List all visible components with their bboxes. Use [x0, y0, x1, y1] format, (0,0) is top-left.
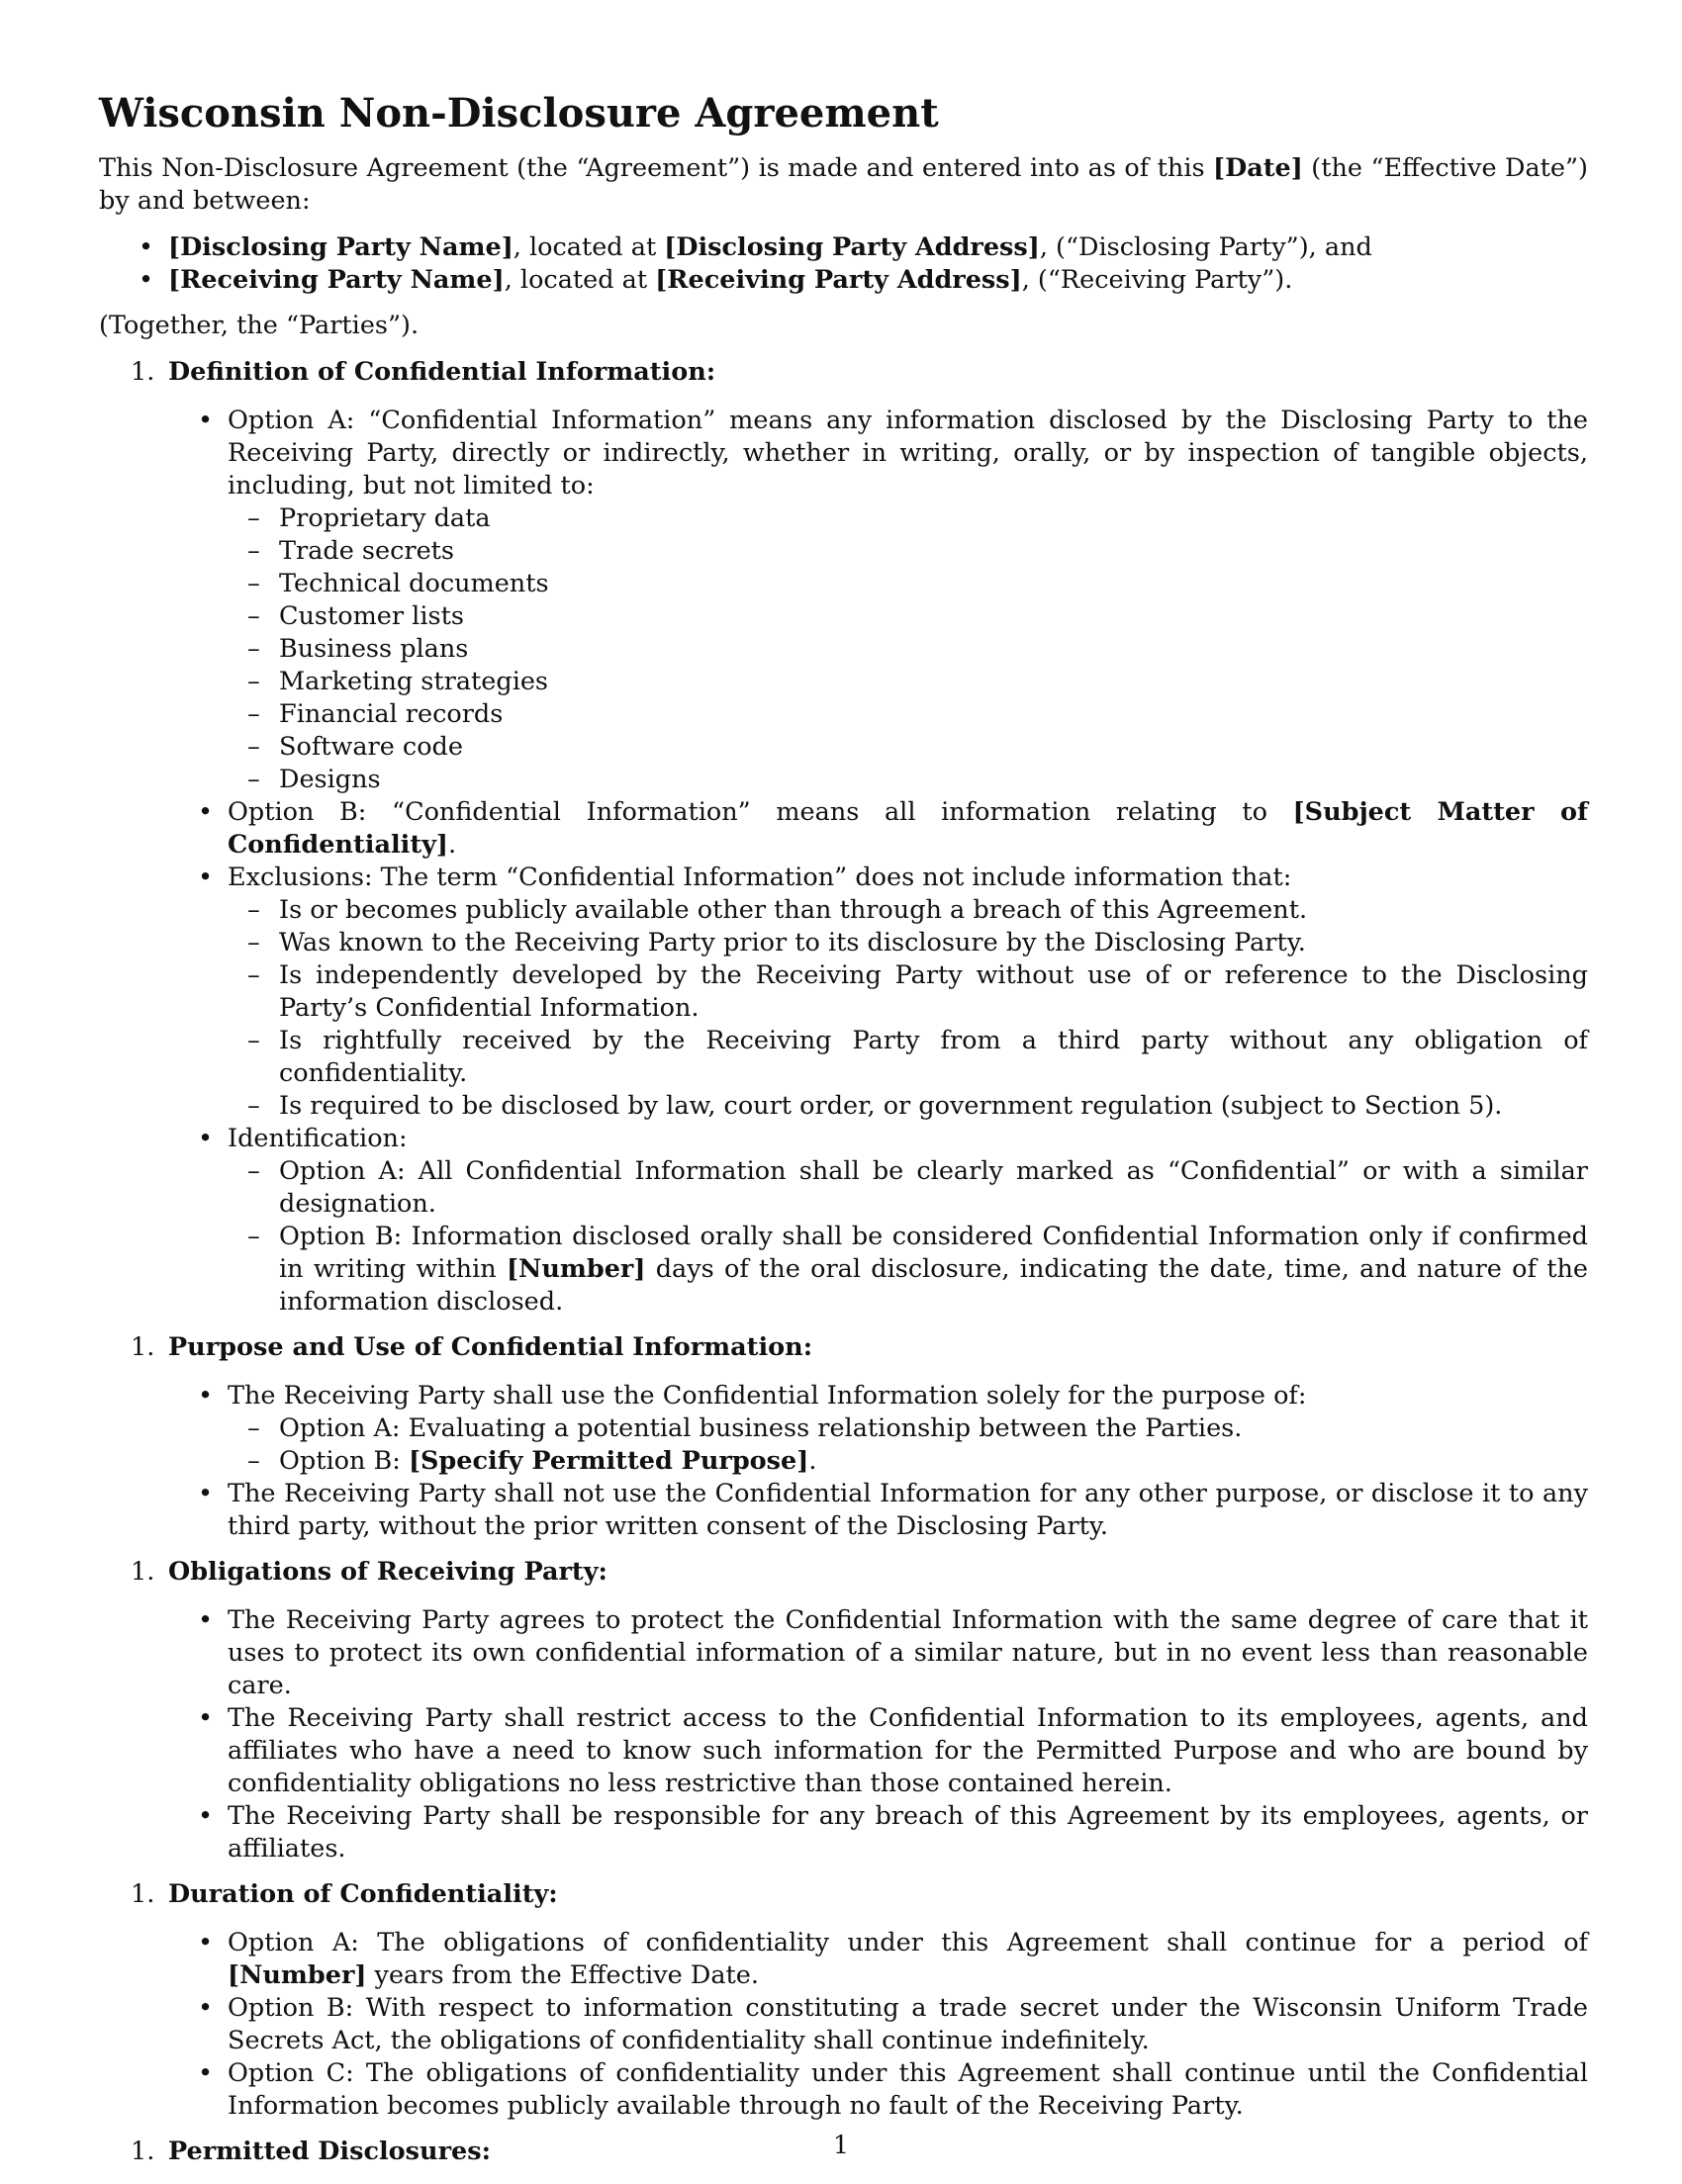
party-item-disclosing: • [Disclosing Party Name], located at [Disclosing Party Address], (“Disclosing Party”), and: [99, 231, 1588, 264]
section-duration: [99, 1878, 1588, 2123]
sub-list-item: – Option A: All Confidential Information shall be clearly marked as “Confidential” or with a similar designation.: [247, 1156, 1588, 1219]
document-body: [99, 89, 1588, 2184]
bullet-list: [99, 1604, 1588, 1866]
sub-list: [228, 502, 1588, 796]
list-item: • The Receiving Party shall not use the Confidential Information for any other purpose, or disclose it to any third party, without the prior written consent of the Disclosing Party.: [198, 1479, 1588, 1541]
section-heading: 1. Permitted Disclosures:: [131, 2137, 492, 2166]
section-heading: 1. Definition of Confidential Information:: [131, 357, 716, 387]
section-heading: 1. Obligations of Receiving Party:: [131, 1557, 607, 1587]
list-item: • The Receiving Party shall restrict access to the Confidential Information to its employees, agents, and affiliates who have a need to know such information for the Permitted Purpose and who are bound by confidentiality obligations no less restrictive than those contained herein.: [198, 1703, 1588, 1798]
document-title: Wisconsin Non-Disclosure Agreement: [99, 90, 939, 136]
section-definition: [99, 356, 1588, 1319]
date-placeholder: [Date]: [1213, 153, 1303, 183]
sub-list: [228, 894, 1588, 1123]
parties-list: [99, 231, 1588, 297]
list-item: • Option A: The obligations of confidentiality under this Agreement shall continue for a period of [Number] years from the Effective Date.: [198, 1928, 1588, 1990]
sub-list-item: – Customer lists: [247, 601, 464, 631]
list-item: • Identification: – Option A: All Confidential Information shall be clearly marked as “Confidential” or with a similar designation. – Option B: Information disclosed orally shall be considered Confidential Information only if confirmed in writing within [Number] days of the oral disclosure, indicating the date, time, and nature of the information disclosed.: [198, 1124, 1589, 1317]
list-item: • The Receiving Party shall be responsible for any breach of this Agreement by its employees, agents, or affiliates.: [198, 1801, 1588, 1864]
section-heading: 1. Purpose and Use of Confidential Information:: [131, 1332, 813, 1362]
sub-list: [228, 1412, 1588, 1478]
sub-list-item: – Is independently developed by the Receiving Party without use of or reference to the Disclosing Party’s Confidential Information.: [247, 960, 1588, 1023]
sub-list-item: – Technical documents: [247, 569, 549, 598]
list-item: • Option B: “Confidential Information” means all information relating to [Subject Matter of Confidentiality].: [198, 797, 1588, 860]
list-item: • Option B: With respect to information constituting a trade secret under the Wisconsin Uniform Trade Secrets Act, the obligations of confidentiality shall continue indefinitely.: [198, 1993, 1588, 2055]
sub-list-item: – Proprietary data: [247, 503, 491, 533]
sub-list-item: – Financial records: [247, 699, 504, 729]
sub-list-item: – Option B: [Specify Permitted Purpose].: [247, 1446, 817, 1476]
sub-list-item: – Option B: Information disclosed orally shall be considered Confidential Information only if confirmed in writing within [Number] days of the oral disclosure, indicating the date, time, and nature of the information disclosed.: [247, 1222, 1589, 1317]
list-item: • The Receiving Party shall use the Confidential Information solely for the purpose of: – Option A: Evaluating a potential business relationship between the Parties. – Option B: [Specify Permitted Purpose].: [99, 1380, 1588, 1478]
sub-list-item: – Software code: [247, 732, 463, 762]
sub-list-item: – Is required to be disclosed by law, court order, or government regulation (subject to Section 5).: [247, 1091, 1503, 1121]
intro-paragraph: This Non-Disclosure Agreement (the “Agreement”) is made and entered into as of this [Date] (the “Effective Date”) by and between:: [99, 153, 1588, 216]
party-item-receiving: • [Receiving Party Name], located at [Receiving Party Address], (“Receiving Party”).: [99, 264, 1588, 297]
list-item: • The Receiving Party agrees to protect the Confidential Information with the same degree of care that it uses to protect its own confidential information of a similar nature, but in no event less than reasonable care.: [198, 1605, 1588, 1700]
section-heading: 1. Duration of Confidentiality:: [131, 1879, 558, 1909]
list-item: • Option A: “Confidential Information” means any information disclosed by the Disclosing Party to the Receiving Party, directly or indirectly, whether in writing, orally, or by inspection of tangible objects, including, but not limited to: – Proprietary data – Trade secrets – Technical documents – Customer lists – Business plans – Marketing strategies – Financial records – Software code – Designs: [198, 406, 1588, 794]
section-obligations: [99, 1556, 1588, 1866]
section-purpose: [99, 1331, 1588, 1543]
sub-list-item: – Is rightfully received by the Receiving Party from a third party without any obligation of confidentiality.: [247, 1026, 1588, 1088]
sub-list: [228, 1155, 1588, 1319]
bullet-list: [99, 1380, 1588, 1543]
bullet-list: [99, 1927, 1588, 2123]
sub-list-item: – Trade secrets: [247, 536, 454, 566]
sub-list-item: – Business plans: [247, 634, 469, 664]
sub-list-item: – Option A: Evaluating a potential business relationship between the Parties.: [247, 1413, 1243, 1443]
page-number: 1: [832, 2131, 850, 2160]
list-item: • Option C: The obligations of confidentiality under this Agreement shall continue until the Confidential Information becomes publicly available through no fault of the Receiving Party.: [198, 2058, 1588, 2121]
sub-list-item: – Marketing strategies: [247, 667, 549, 696]
sub-list-item: – Designs: [247, 765, 381, 794]
sub-list-item: – Is or becomes publicly available other than through a breach of this Agreement.: [247, 895, 1308, 925]
list-item: • Exclusions: The term “Confidential Information” does not include information that: – Is or becomes publicly available other than through a breach of this Agreement. – Was known to the Receiving Party prior to its disclosure by the Disclosing Party. – Is independently developed by the Receiving Party without use of or reference to the Disclosing Party’s Confidential Information. – Is rightfully received by the Receiving Party from a third party without any obligation of confidentiality. – Is required to be disclosed by law, court order, or government regulation (subject to Section 5).: [198, 863, 1588, 1121]
together-line: (Together, the “Parties”).: [99, 311, 420, 340]
sub-list-item: – Was known to the Receiving Party prior to its disclosure by the Disclosing Party.: [247, 928, 1306, 957]
bullet-list: [99, 405, 1588, 1319]
